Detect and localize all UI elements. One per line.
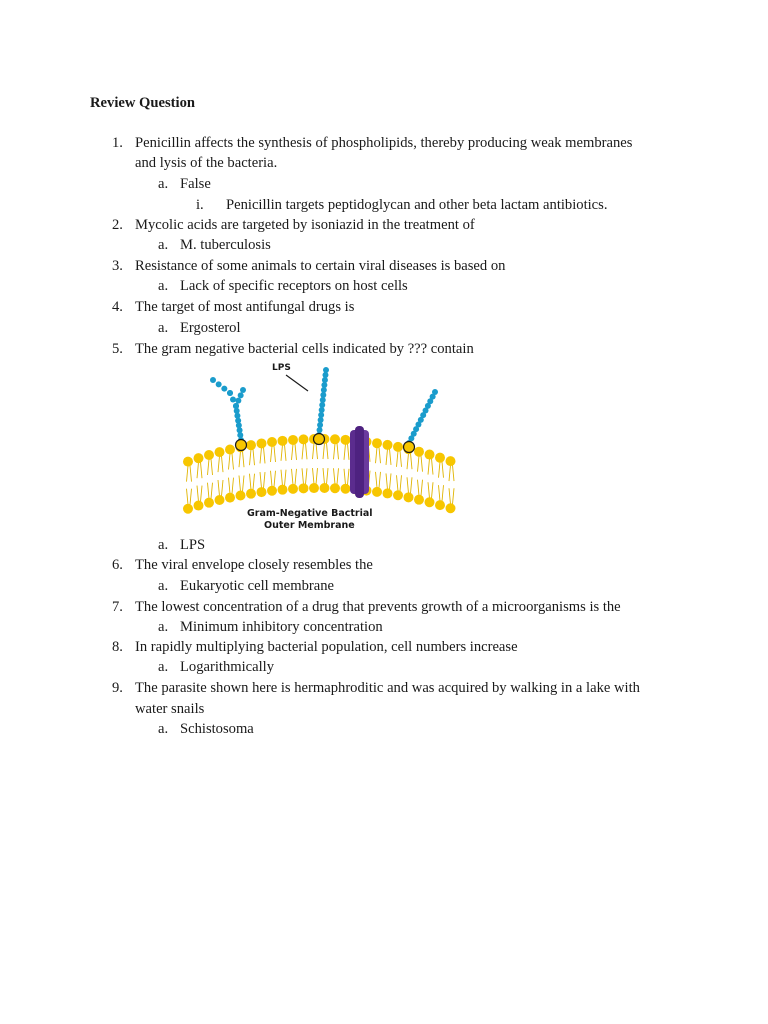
lps-anchor (236, 440, 247, 451)
lipid-head (320, 483, 330, 493)
question-number: 2. (112, 217, 123, 233)
diagram-caption-line1: Gram-Negative Bactrial (247, 508, 373, 519)
lipid-tail (421, 480, 423, 496)
lps-molecules (210, 367, 438, 453)
lipid-head (183, 504, 193, 514)
lipid-tail (260, 447, 262, 463)
lipid-tail (250, 449, 252, 465)
lipid-tail (187, 489, 189, 505)
lipid-head (204, 450, 214, 460)
lipid-tail (302, 443, 304, 459)
answer-text: Minimum inhibitory concentration (180, 619, 383, 635)
lps-bead (233, 403, 239, 409)
lipid-tail (222, 456, 224, 472)
question-number: 9. (112, 680, 123, 696)
lps-bead (323, 367, 329, 373)
lipid-head (341, 484, 351, 494)
lipid-tail (201, 462, 203, 478)
lipid-tail (264, 447, 266, 463)
answer-text: Eukaryotic cell membrane (180, 578, 334, 594)
lipid-tail (302, 468, 304, 484)
lipid-tail (390, 473, 392, 489)
lipid-head (299, 434, 309, 444)
lipid-head (257, 438, 267, 448)
lipid-tail (222, 480, 224, 496)
lipid-tail (295, 444, 297, 460)
answer-marker: a. (158, 320, 169, 336)
question-number: 8. (112, 639, 123, 655)
question-number: 1. (112, 135, 123, 151)
lipid-head (330, 434, 340, 444)
lps-bead (227, 390, 233, 396)
lps-bead (238, 392, 244, 398)
sub-answer-marker: i. (196, 197, 204, 213)
lipid-head (309, 483, 319, 493)
lipid-tail (313, 443, 315, 459)
lipid-tail (428, 459, 430, 475)
lps-bead (216, 381, 222, 387)
question-number: 3. (112, 258, 123, 274)
lipid-tail (316, 443, 318, 459)
answer-text: Lack of specific receptors on host cells (180, 278, 408, 294)
lipid-tail (379, 447, 381, 463)
question-text: water snails (135, 701, 205, 717)
lipid-tail (229, 454, 231, 470)
lipid-tail (439, 462, 441, 478)
lipid-tail (271, 471, 273, 487)
lipid-tail (432, 482, 434, 498)
lipid-tail (376, 472, 378, 488)
gram-negative-membrane-diagram (180, 360, 460, 532)
lipid-tail (208, 483, 210, 499)
lipid-tail (271, 446, 273, 462)
question-number: 6. (112, 557, 123, 573)
lipid-head (225, 493, 235, 503)
lipid-tail (334, 468, 336, 484)
lps-pointer-line (286, 375, 308, 391)
lipid-tail (232, 454, 234, 470)
lipid-tail (344, 469, 346, 485)
lipid-tail (260, 472, 262, 488)
lipid-head (383, 440, 393, 450)
lipid-tail (211, 483, 213, 499)
lipid-head (183, 457, 193, 467)
lipid-tail (400, 475, 402, 491)
lipid-tail (218, 480, 220, 496)
lipid-tail (232, 478, 234, 494)
lipid-tail (306, 443, 308, 459)
lipid-tail (428, 482, 430, 498)
lipid-tail (390, 449, 392, 465)
lipid-tail (334, 443, 336, 459)
lps-label: LPS (272, 363, 291, 373)
lipid-tail (418, 456, 420, 472)
question-text: Mycolic acids are targeted by isoniazid in the treatment of (135, 217, 475, 233)
lipid-head (425, 497, 435, 507)
lipid-tail (295, 469, 297, 485)
lipid-tail (379, 472, 381, 488)
lps-anchor (404, 442, 415, 453)
lipid-tail (239, 451, 241, 467)
lipid-tail (239, 476, 241, 492)
lipid-head (446, 456, 456, 466)
lipid-tail (211, 459, 213, 475)
lipid-head (446, 503, 456, 513)
diagram-caption-line2: Outer Membrane (264, 520, 355, 531)
question-number: 7. (112, 599, 123, 615)
lipid-tail (253, 449, 255, 465)
lipid-tail (418, 480, 420, 496)
lipid-head (299, 483, 309, 493)
lipid-head (383, 488, 393, 498)
lipid-head (341, 435, 351, 445)
lipid-head (404, 492, 414, 502)
lipid-tail (439, 485, 441, 501)
lipid-head (236, 491, 246, 501)
lipid-tail (344, 444, 346, 460)
lipid-tail (432, 459, 434, 475)
lipid-tail (397, 475, 399, 491)
lipid-head (246, 489, 256, 499)
question-number: 4. (112, 299, 123, 315)
answer-marker: a. (158, 721, 169, 737)
lipid-tail (229, 478, 231, 494)
lipid-head (288, 435, 298, 445)
lipid-head (194, 453, 204, 463)
lipid-tail (218, 456, 220, 472)
lipid-head (204, 498, 214, 508)
answer-text: Logarithmically (180, 659, 275, 675)
lipid-tail (407, 453, 409, 469)
answer-text: Schistosoma (180, 721, 254, 737)
lipid-tail (453, 465, 455, 481)
question-text: The lowest concentration of a drug that prevents growth of a microorganisms is the (135, 599, 621, 615)
lipid-head (414, 447, 424, 457)
question-text: The gram negative bacterial cells indicated by ??? contain (135, 341, 474, 357)
lipid-tail (190, 489, 192, 505)
lipid-head (414, 495, 424, 505)
lps-bead (432, 389, 438, 395)
lipid-head (246, 440, 256, 450)
lipid-tail (348, 444, 350, 460)
lipid-head (267, 437, 277, 447)
answer-marker: a. (158, 619, 169, 635)
lipid-head (257, 487, 267, 497)
lipid-tail (327, 468, 329, 484)
lipid-tail (337, 468, 339, 484)
lipid-tail (264, 472, 266, 488)
lipid-head (435, 453, 445, 463)
lipid-tail (323, 443, 325, 459)
sub-answer-text: Penicillin targets peptidoglycan and other beta lactam antibiotics. (226, 197, 608, 213)
lipid-head (278, 485, 288, 495)
lipid-tail (292, 444, 294, 460)
lipid-tail (253, 474, 255, 490)
lipid-tail (281, 445, 283, 461)
lipid-tail (250, 474, 252, 490)
answer-marker: a. (158, 237, 169, 253)
answer-marker: a. (158, 176, 169, 192)
lipid-tail (337, 443, 339, 459)
lipid-head (435, 500, 445, 510)
lps-bead (235, 398, 241, 404)
answer-text: M. tuberculosis (180, 237, 271, 253)
lipid-tail (411, 477, 413, 493)
lps-anchor (314, 434, 325, 445)
lipid-head (288, 484, 298, 494)
lipid-head (425, 450, 435, 460)
lipid-head (393, 490, 403, 500)
lipid-head (372, 438, 382, 448)
lps-bead (221, 386, 227, 392)
lipid-tail (442, 462, 444, 478)
question-text: and lysis of the bacteria. (135, 155, 278, 171)
lipid-tail (386, 473, 388, 489)
lipid-tail (281, 470, 283, 486)
page-title: Review Question (90, 95, 195, 111)
porin-protein (350, 426, 369, 498)
lipid-head (278, 436, 288, 446)
lipid-tail (208, 459, 210, 475)
lipid-head (330, 483, 340, 493)
lipid-tail (306, 468, 308, 484)
answer-marker: a. (158, 578, 169, 594)
lipid-head (267, 486, 277, 496)
answer-marker: a. (158, 659, 169, 675)
lipid-tail (411, 453, 413, 469)
lps-bead (210, 377, 216, 383)
lipid-tail (197, 486, 199, 502)
lipid-head (225, 445, 235, 455)
lipid-tail (197, 462, 199, 478)
lps-bead (230, 397, 236, 403)
lipid-head (372, 487, 382, 497)
lipid-tail (400, 451, 402, 467)
lipid-head (215, 447, 225, 457)
lipid-tail (397, 451, 399, 467)
question-text: Resistance of some animals to certain viral diseases is based on (135, 258, 506, 274)
question-text: Penicillin affects the synthesis of phospholipids, thereby producing weak membranes (135, 135, 633, 151)
lipid-tail (348, 469, 350, 485)
lipid-tail (243, 476, 245, 492)
lipid-head (393, 442, 403, 452)
question-text: The target of most antifungal drugs is (135, 299, 355, 315)
lipid-tail (190, 466, 192, 482)
answer-marker: a. (158, 278, 169, 294)
lipid-tail (453, 488, 455, 504)
lipid-tail (316, 468, 318, 484)
lipid-tail (285, 470, 287, 486)
answer-marker: a. (158, 537, 169, 553)
question-number: 5. (112, 341, 123, 357)
lipid-tail (201, 486, 203, 502)
lipid-tail (376, 447, 378, 463)
lipid-tail (323, 468, 325, 484)
question-text: The parasite shown here is hermaphroditic and was acquired by walking in a lake with (135, 680, 640, 696)
lps-bead (240, 387, 246, 393)
lipid-tail (274, 446, 276, 462)
lipid-tail (442, 485, 444, 501)
lipid-tail (285, 445, 287, 461)
lipid-tail (407, 477, 409, 493)
lipid-tail (327, 443, 329, 459)
answer-text: LPS (180, 537, 206, 553)
answer-text: False (180, 176, 211, 192)
lipid-tail (449, 465, 451, 481)
lipid-tail (243, 451, 245, 467)
lipid-tail (449, 488, 451, 504)
lipid-tail (292, 469, 294, 485)
lipid-tail (274, 471, 276, 487)
lipid-head (215, 495, 225, 505)
lipid-tail (313, 468, 315, 484)
question-text: The viral envelope closely resembles the (135, 557, 373, 573)
question-text: In rapidly multiplying bacterial population, cell numbers increase (135, 639, 518, 655)
lipid-tail (386, 449, 388, 465)
lipid-tail (421, 456, 423, 472)
lipid-tail (187, 466, 189, 482)
lipid-head (194, 501, 204, 511)
answer-text: Ergosterol (180, 320, 241, 336)
